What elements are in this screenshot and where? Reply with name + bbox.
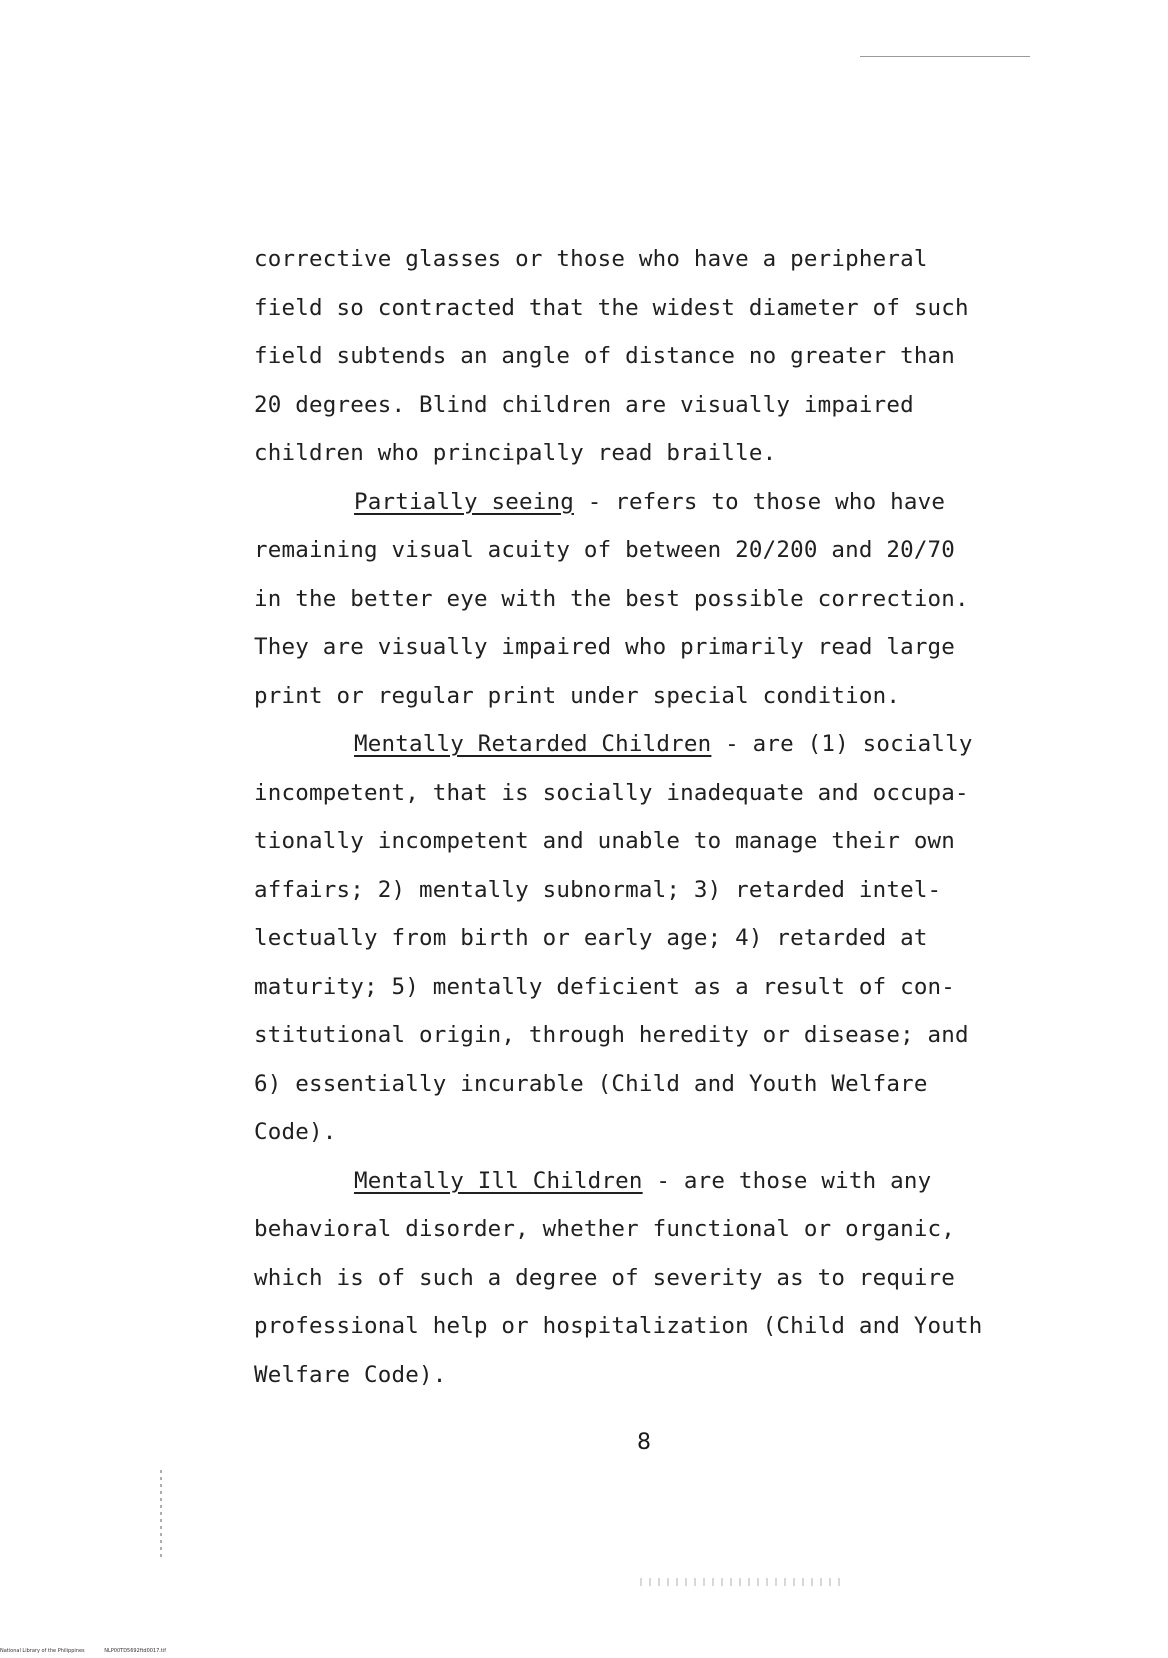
text-line: print or regular print under special condition. xyxy=(254,682,901,709)
paragraph-partially-seeing xyxy=(254,478,1054,721)
paragraph-mentally-retarded xyxy=(254,720,1054,1157)
text-line: Code). xyxy=(254,1119,337,1145)
defined-term: Partially seeing xyxy=(354,488,574,515)
text-line xyxy=(254,478,1054,527)
text-line: incompetent, that is socially inadequate and occupa- xyxy=(254,779,969,806)
paragraph-mentally-ill xyxy=(254,1157,1054,1400)
text-line: They are visually impaired who primarily read large xyxy=(254,634,956,660)
footer-library: National Library of the Philippines xyxy=(0,1648,85,1654)
text-line: professional help or hospitalization (Child and Youth xyxy=(254,1313,983,1339)
text-line: behavioral disorder, whether functional or organic, xyxy=(254,1216,956,1242)
text-fragment: - are those with any xyxy=(642,1167,932,1194)
text-line: which is of such a degree of severity as to require xyxy=(254,1264,956,1291)
top-rule-line xyxy=(860,56,1030,57)
text-line: children who principally read braille. xyxy=(254,440,777,466)
text-line xyxy=(254,720,1054,769)
text-line: corrective glasses or those who have a peripheral xyxy=(254,246,928,272)
text-line: 6) essentially incurable (Child and Youth Welfare xyxy=(254,1070,928,1097)
scan-footer xyxy=(0,1648,184,1654)
text-line xyxy=(254,1157,1054,1206)
page-number: 8 xyxy=(637,1430,651,1455)
text-line: lectually from birth or early age; 4) retarded at xyxy=(254,925,928,951)
text-line: 20 degrees. Blind children are visually impaired xyxy=(254,391,914,418)
footer-file-id: NLP00TD5692ftd0017.tif xyxy=(104,1648,166,1654)
text-line: affairs; 2) mentally subnormal; 3) retarded intel- xyxy=(254,876,942,903)
text-line: maturity; 5) mentally deficient as a result of con- xyxy=(254,973,956,1000)
body-text xyxy=(254,235,1054,1399)
text-fragment: - are (1) socially xyxy=(711,731,973,757)
text-line: Welfare Code). xyxy=(254,1361,447,1388)
text-line: field subtends an angle of distance no greater than xyxy=(254,343,956,369)
text-line: field so contracted that the widest diameter of such xyxy=(254,294,969,321)
scan-speckle xyxy=(640,1578,840,1586)
text-fragment: - refers to those who have xyxy=(573,488,946,515)
paragraph-blind-definition xyxy=(254,235,1054,478)
defined-term: Mentally Ill Children xyxy=(354,1167,643,1194)
text-line: remaining visual acuity of between 20/200 and 20/70 xyxy=(254,537,956,563)
scan-margin-mark xyxy=(160,1470,162,1560)
text-line: stitutional origin, through heredity or disease; and xyxy=(254,1022,969,1048)
text-line: in the better eye with the best possible correction. xyxy=(254,585,969,612)
defined-term: Mentally Retarded Children xyxy=(354,731,712,757)
text-line: tionally incompetent and unable to manage their own xyxy=(254,828,956,854)
